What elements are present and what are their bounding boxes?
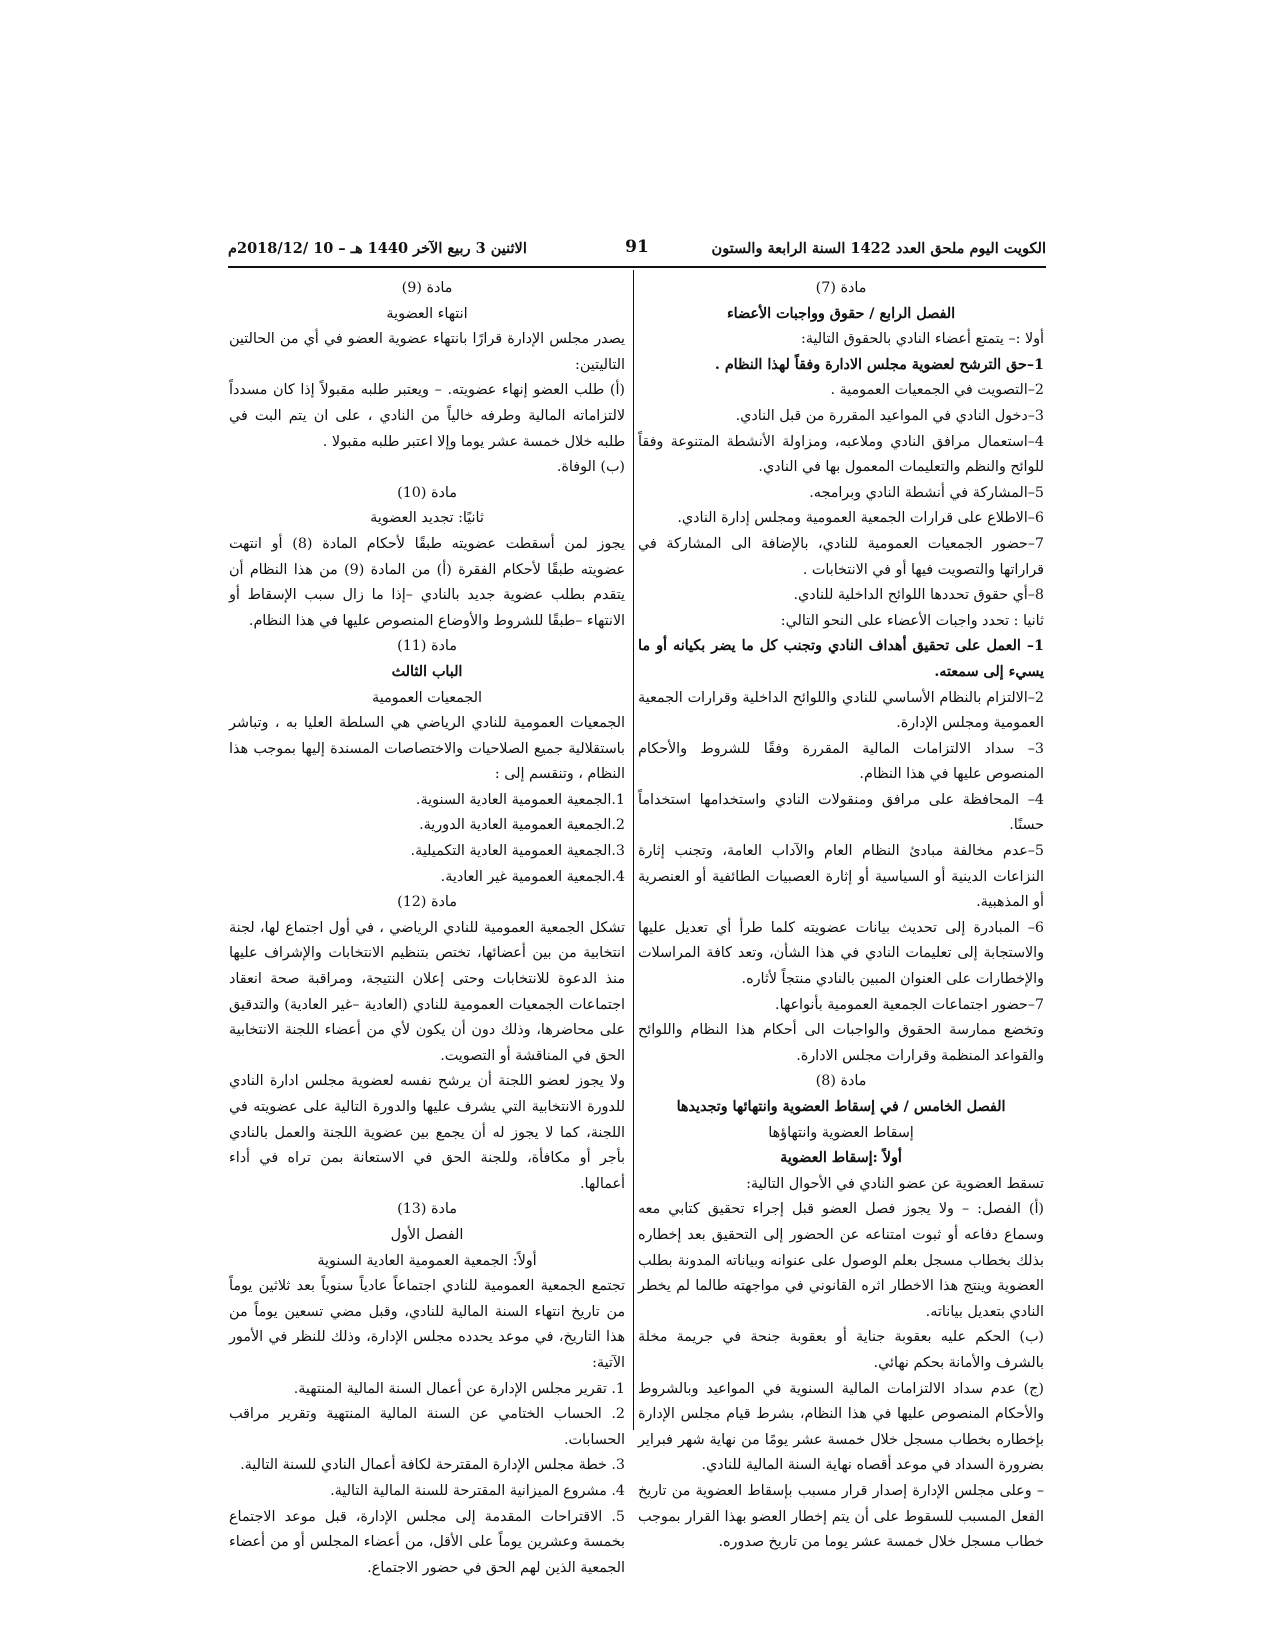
left-column [229, 276, 625, 1581]
section-heading: مادة (9) [401, 280, 453, 296]
paragraph: 1–حق الترشح لعضوية مجلس الادارة وفقاً لهذا النظام . [714, 356, 1044, 373]
paragraph: وتخضع ممارسة الحقوق والواجبات الى أحكام هذا النظام واللوائح والقواعد المنظمة وقرارات مجلس الادارة. [638, 1022, 1044, 1064]
section-heading: انتهاء العضوية [386, 305, 468, 322]
paragraph: تسقط العضوية عن عضو النادي في الأحوال التالية: [746, 1175, 1044, 1192]
paragraph: 1. تقرير مجلس الإدارة عن أعمال السنة المالية المنتهية. [293, 1380, 625, 1397]
page-header [228, 232, 1046, 262]
paragraph: 3. خطة مجلس الإدارة المقترحة لكافة أعمال النادي للسنة التالية. [240, 1457, 625, 1474]
paragraph: 7–حضور الجمعيات العمومية للنادي، بالإضافة الى المشاركة في قراراتها والتصويت فيها أو في الانتخابات . [638, 535, 1044, 578]
paragraph: ثانيا : تحدد واجبات الأعضاء على النحو التالي: [780, 612, 1044, 629]
paragraph: يجوز لمن أسقطت عضويته طبقًا لأحكام المادة (8) أو انتهت عضويته طبقًا لأحكام الفقرة (أ) من المادة (9) من هذا النظام أن يتقدم بطلب عضوية جديد بالنادي –إذا ما زال سبب الإسقاط أو الانتهاء –طبقًا للشروط والأوضاع المنصوص عليها في هذا النظام. [229, 535, 625, 629]
paragraph: (ب) الحكم عليه بعقوبة جناية أو بعقوبة جنحة في جريمة مخلة بالشرف والأمانة بحكم نهائي. [638, 1329, 1044, 1371]
paragraph: 4– المحافظة على مرافق ومنقولات النادي واستخدامها استخداماً حسنًا. [638, 791, 1044, 834]
paragraph: 2–الالتزام بالنظام الأساسي للنادي واللوائح الداخلية وقرارات الجمعية العمومية ومجلس الإدارة. [638, 689, 1044, 732]
column-divider [633, 270, 634, 1430]
section-heading: الفصل الرابع / حقوق وواجبات الأعضاء [726, 305, 956, 322]
section-heading: مادة (8) [815, 1073, 867, 1090]
section-heading: مادة (11) [397, 638, 457, 655]
paragraph: تجتمع الجمعية العمومية للنادي اجتماعاً عادياً سنوياً بعد ثلاثين يوماً من تاريخ انتهاء السنة المالية للنادي، وقبل مضي تسعين يوماً من هذا التاريخ، في موعد يحدده مجلس الإدارة، وذلك للنظر في الأمور الآتية: [229, 1278, 625, 1371]
paragraph: ولا يجوز لعضو اللجنة أن يرشح نفسه لعضوية مجلس ادارة النادي للدورة الانتخابية التي يشرف عليها والدورة التالية على عضويته في اللجنة، كما لا يجوز له أن يجمع بين عضوية اللجنة والعمل بالنادي بأجر أو مكافأة، وللجنة الحق في الاستعانة بمن تراه في أداء أعمالها. [229, 1073, 625, 1192]
paragraph: 2–التصويت في الجمعيات العمومية . [830, 382, 1044, 399]
section-heading: مادة (7) [815, 280, 867, 296]
right-column [638, 276, 1044, 1556]
paragraph: 5–عدم مخالفة مبادئ النظام العام والآداب العامة، وتجنب إثارة النزاعات الدينية أو السياسية أو إثارة العصبيات الطائفية أو العنصرية أو المذهبية. [638, 843, 1044, 911]
section-heading: ثانيًا: تجديد العضوية [370, 510, 484, 527]
paragraph: 3.الجمعية العمومية العادية التكميلية. [410, 843, 625, 860]
paragraph: 5–المشاركة في أنشطة النادي وبرامجه. [809, 484, 1044, 501]
paragraph: أولا :– يتمتع أعضاء النادي بالحقوق التالية: [800, 331, 1044, 348]
paragraph: 1– العمل على تحقيق أهداف النادي وتجنب كل ما يضر بكيانه أو ما يسيء إلى سمعته. [638, 638, 1044, 680]
paragraph: 3– سداد الالتزامات المالية المقررة وفقًا للشروط والأحكام المنصوص عليها في هذا النظام. [638, 740, 1044, 783]
header-publication: الكويت اليوم ملحق العدد 1422 السنة الرابعة والستون [711, 240, 1046, 257]
section-heading: مادة (10) [397, 484, 457, 501]
section-heading: إسقاط العضوية وانتهاؤها [768, 1124, 914, 1141]
paragraph: يصدر مجلس الإدارة قرارًا بانتهاء عضوية العضو في أي من الحالتين التاليتين: [229, 331, 625, 373]
paragraph: 8–أي حقوق تحددها اللوائح الداخلية للنادي. [793, 587, 1044, 604]
paragraph: (ج) عدم سداد الالتزامات المالية السنوية في المواعيد وبالشروط والأحكام المنصوص عليها في هذا النظام، بشرط قيام مجلس الإدارة بإخطاره بخطاب مسجل خلال خمسة عشر يومًا من نهاية شهر فبراير بضرورة السداد في موعد أقصاه نهاية السنة المالية للنادي. [638, 1380, 1044, 1474]
paragraph: 4–استعمال مرافق النادي وملاعبه، ومزاولة الأنشطة المتنوعة وفقاً للوائح والنظم والتعليمات المعمول بها في النادي. [638, 433, 1044, 476]
paragraph: (أ) طلب العضو إنهاء عضويته. – ويعتبر طلبه مقبولاً إذا كان مسدداً لالتزاماته المالية وطرفه خالياً من النادي ، على ان يتم البت في طلبه خلال خمسة عشر يوما وإلا اعتبر طلبه مقبولا . [229, 382, 625, 450]
section-heading: الباب الثالث [391, 663, 463, 680]
paragraph: (ب) الوفاة. [556, 459, 625, 476]
paragraph: تشكل الجمعية العمومية للنادي الرياضي ، في أول اجتماع لها، لجنة انتخابية من بين أعضائها، تختص بتنظيم الانتخابات والإشراف عليها منذ الدعوة للانتخابات وحتى إعلان النتيجة، ومراقبة صحة انعقاد اجتماعات الجمعيات العمومية للنادي (العادية –غير العادية) والتدقيق على محاضرها، وذلك دون أن يكون لأي من أعضاء اللجنة الانتخابية الحق في المناقشة أو التصويت. [229, 919, 625, 1064]
paragraph: 1.الجمعية العمومية العادية السنوية. [415, 791, 625, 808]
paragraph: 6–الاطلاع على قرارات الجمعية العمومية ومجلس إدارة النادي. [677, 510, 1044, 527]
paragraph: 7–حضور اجتماعات الجمعية العمومية بأنواعها. [775, 996, 1044, 1013]
section-heading: مادة (13) [397, 1201, 457, 1218]
header-date: الاثنين 3 ربيع الآخر 1440 هـ – 10 /2018/12م [228, 240, 527, 257]
section-heading: الجمعيات العمومية [372, 689, 482, 706]
section-heading: الفصل الأول [390, 1226, 464, 1243]
paragraph: – وعلى مجلس الإدارة إصدار قرار مسبب بإسقاط العضوية من تاريخ الفعل المسبب للسقوط على أن يتم إخطار العضو بهذا القرار بموجب خطاب مسجل خلال خمسة عشر يوما من تاريخ صدوره. [638, 1482, 1044, 1551]
paragraph: 2.الجمعية العمومية العادية الدورية. [419, 817, 625, 834]
page-number: 91 [625, 237, 649, 257]
section-heading: الفصل الخامس / في إسقاط العضوية وانتهائها وتجديدها [676, 1099, 1006, 1115]
section-heading: مادة (12) [397, 894, 457, 911]
section-heading: أولاً :إسقاط العضوية [780, 1150, 902, 1167]
paragraph: الجمعيات العمومية للنادي الرياضي هي السلطة العليا به ، وتباشر باستقلالية جميع الصلاحيات والاختصاصات المسندة إليها بموجب هذا النظام ، وتنقسم إلى : [229, 715, 625, 783]
paragraph: 3–دخول النادي في المواعيد المقررة من قبل النادي. [735, 407, 1044, 424]
paragraph: 6– المبادرة إلى تحديث بيانات عضويته كلما طرأ أي تعديل عليها والاستجابة إلى تعليمات النادي في هذا الشأن، وتعد كافة المراسلات والإخطارات على العنوان المبين بالنادي منتجاً لأثاره. [638, 919, 1044, 988]
paragraph: 5. الاقتراحات المقدمة إلى مجلس الإدارة، قبل موعد الاجتماع بخمسة وعشرين يوماً على الأقل، من أعضاء المجلس أو من أعضاء الجمعية الذين لهم الحق في حضور الاجتماع. [229, 1508, 625, 1576]
header-rule [228, 266, 1046, 268]
paragraph: 2. الحساب الختامي عن السنة المالية المنتهية وتقرير مراقب الحسابات. [229, 1406, 625, 1448]
section-heading: أولاً: الجمعية العمومية العادية السنوية [317, 1252, 537, 1269]
paragraph: 4.الجمعية العمومية غير العادية. [440, 868, 625, 885]
paragraph: 4. مشروع الميزانية المقترحة للسنة المالية التالية. [330, 1482, 625, 1499]
paragraph: (أ) الفصل: – ولا يجوز فصل العضو قبل إجراء تحقيق كتابي معه وسماع دفاعه أو ثبوت امتناعه عن الحضور إلى التحقيق بعد إخطاره بذلك بخطاب مسجل بعلم الوصول على عنوانه وبياناته المدونة بطلب العضوية وينتج هذا الاخطار اثره القانوني في مواجهته طالما لم يخطر النادي بتعديل بياناته. [638, 1201, 1044, 1320]
